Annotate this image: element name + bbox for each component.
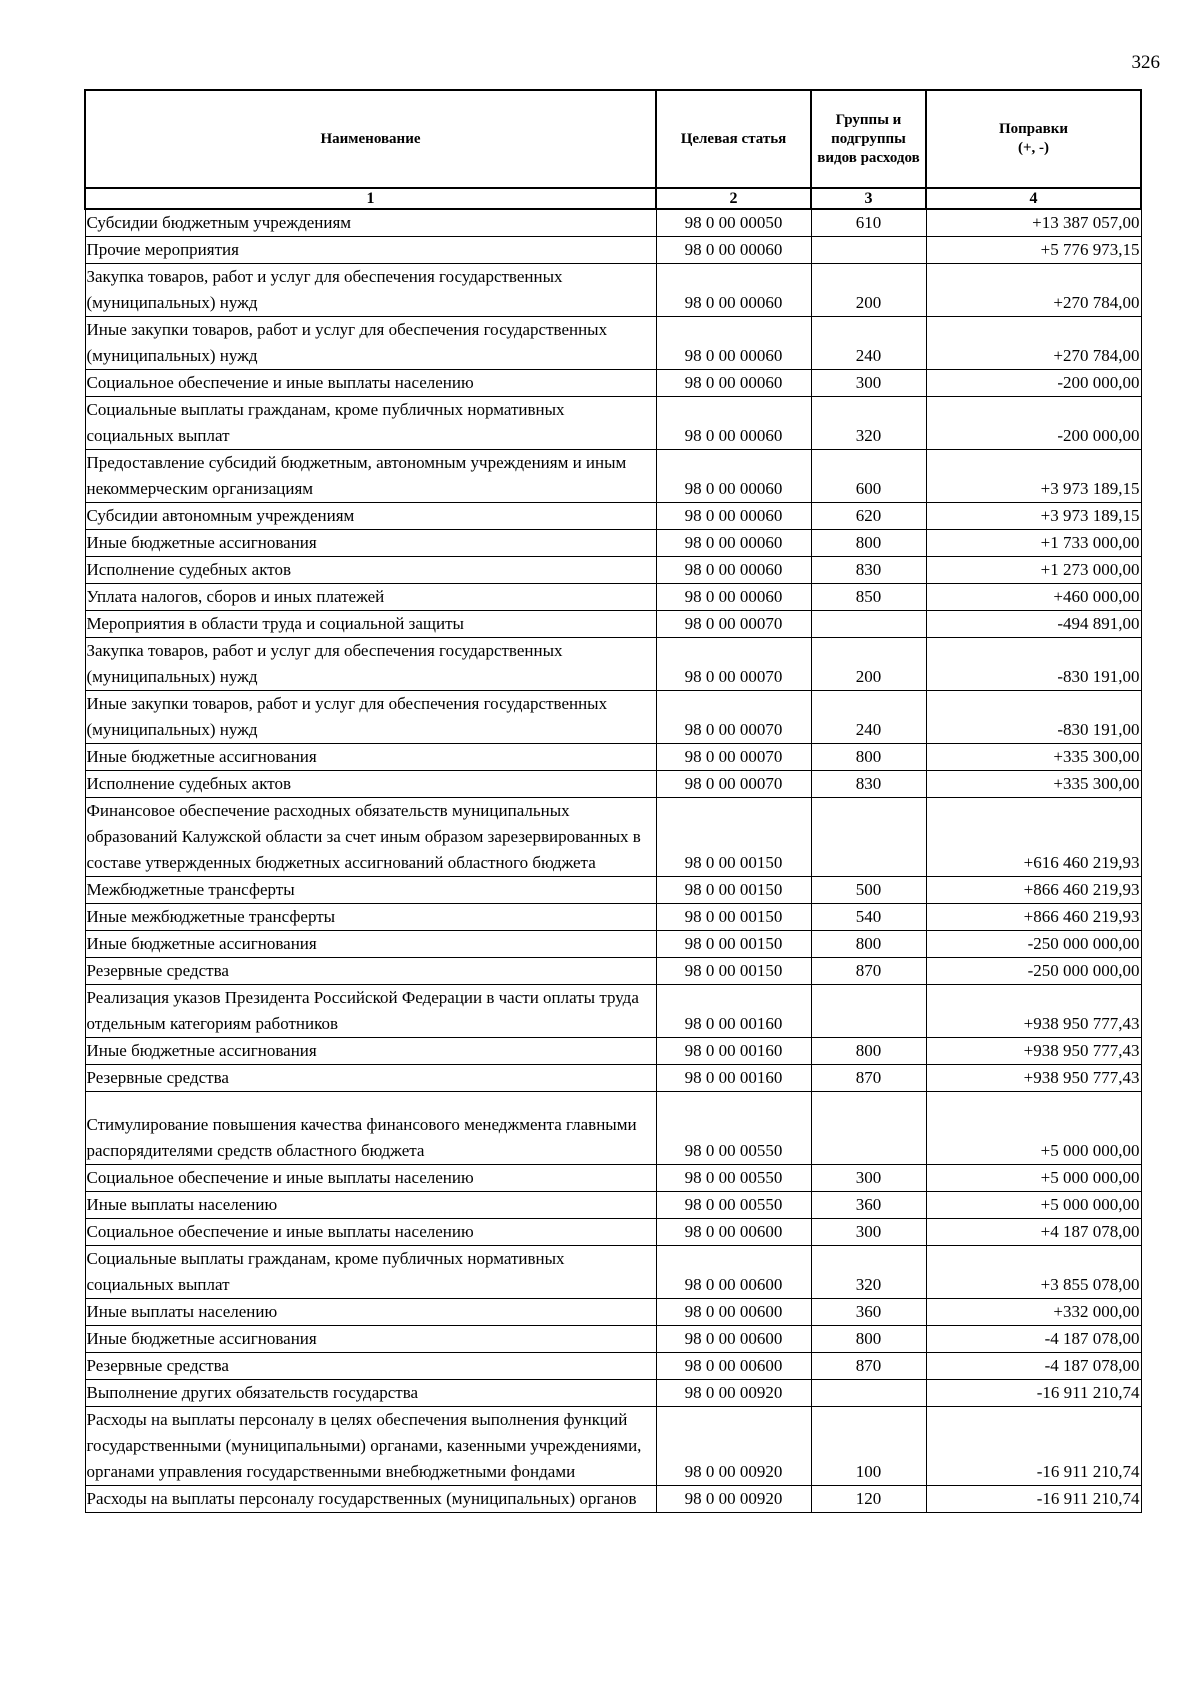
row-name: Исполнение судебных актов bbox=[85, 557, 656, 584]
row-name: Выполнение других обязательств государства bbox=[85, 1380, 656, 1407]
row-amount: +270 784,00 bbox=[926, 317, 1141, 370]
row-code: 98 0 00 00600 bbox=[656, 1299, 811, 1326]
row-name: Расходы на выплаты персоналу в целях обеспечения выполнения функций государственными (муниципальными) органами, казенными учреждениями, органами управления государственными внебюджетными фондами bbox=[85, 1407, 656, 1486]
table-row bbox=[85, 397, 1141, 450]
row-code: 98 0 00 00150 bbox=[656, 958, 811, 985]
row-name: Реализация указов Президента Российской Федерации в части оплаты труда отдельным категориям работников bbox=[85, 985, 656, 1038]
table-row bbox=[85, 557, 1141, 584]
row-name: Закупка товаров, работ и услуг для обеспечения государственных (муниципальных) нужд bbox=[85, 264, 656, 317]
row-group bbox=[811, 611, 926, 638]
row-code: 98 0 00 00070 bbox=[656, 771, 811, 798]
budget-table bbox=[84, 89, 1142, 1513]
row-name: Социальное обеспечение и иные выплаты населению bbox=[85, 1165, 656, 1192]
row-group: 800 bbox=[811, 1326, 926, 1353]
row-name: Субсидии автономным учреждениям bbox=[85, 503, 656, 530]
row-name: Резервные средства bbox=[85, 1065, 656, 1092]
table-row bbox=[85, 1065, 1141, 1092]
row-name: Резервные средства bbox=[85, 958, 656, 985]
row-code: 98 0 00 00150 bbox=[656, 798, 811, 877]
row-group: 870 bbox=[811, 958, 926, 985]
table-row bbox=[85, 1326, 1141, 1353]
table-row bbox=[85, 1165, 1141, 1192]
row-name: Уплата налогов, сборов и иных платежей bbox=[85, 584, 656, 611]
row-name: Социальное обеспечение и иные выплаты населению bbox=[85, 1219, 656, 1246]
row-name: Иные закупки товаров, работ и услуг для обеспечения государственных (муниципальных) нужд bbox=[85, 691, 656, 744]
row-name: Иные выплаты населению bbox=[85, 1192, 656, 1219]
header-group: Группы и подгруппы видов расходов bbox=[811, 90, 926, 188]
row-group: 870 bbox=[811, 1065, 926, 1092]
table-row bbox=[85, 1192, 1141, 1219]
row-code: 98 0 00 00070 bbox=[656, 611, 811, 638]
row-code: 98 0 00 00150 bbox=[656, 877, 811, 904]
table-row bbox=[85, 1299, 1141, 1326]
row-code: 98 0 00 00550 bbox=[656, 1192, 811, 1219]
row-amount: +1 733 000,00 bbox=[926, 530, 1141, 557]
row-group: 300 bbox=[811, 1165, 926, 1192]
row-name: Мероприятия в области труда и социальной защиты bbox=[85, 611, 656, 638]
table-row bbox=[85, 1038, 1141, 1065]
column-number-4: 4 bbox=[926, 188, 1141, 209]
row-code: 98 0 00 00060 bbox=[656, 370, 811, 397]
row-group bbox=[811, 985, 926, 1038]
row-name: Расходы на выплаты персоналу государственных (муниципальных) органов bbox=[85, 1486, 656, 1513]
row-amount: -200 000,00 bbox=[926, 397, 1141, 450]
row-amount: +5 776 973,15 bbox=[926, 237, 1141, 264]
row-amount: -16 911 210,74 bbox=[926, 1407, 1141, 1486]
table-row bbox=[85, 985, 1141, 1038]
row-amount: -200 000,00 bbox=[926, 370, 1141, 397]
row-group: 320 bbox=[811, 397, 926, 450]
table-row bbox=[85, 691, 1141, 744]
row-code: 98 0 00 00150 bbox=[656, 904, 811, 931]
row-code: 98 0 00 00160 bbox=[656, 985, 811, 1038]
table-row bbox=[85, 771, 1141, 798]
row-amount: -16 911 210,74 bbox=[926, 1486, 1141, 1513]
row-code: 98 0 00 00050 bbox=[656, 209, 811, 237]
row-name: Социальные выплаты гражданам, кроме публичных нормативных социальных выплат bbox=[85, 397, 656, 450]
table-row bbox=[85, 237, 1141, 264]
row-name: Иные бюджетные ассигнования bbox=[85, 744, 656, 771]
table-row bbox=[85, 611, 1141, 638]
row-name: Иные межбюджетные трансферты bbox=[85, 904, 656, 931]
row-group: 850 bbox=[811, 584, 926, 611]
row-group: 870 bbox=[811, 1353, 926, 1380]
row-name: Межбюджетные трансферты bbox=[85, 877, 656, 904]
row-amount: -4 187 078,00 bbox=[926, 1353, 1141, 1380]
row-code: 98 0 00 00920 bbox=[656, 1486, 811, 1513]
row-code: 98 0 00 00920 bbox=[656, 1407, 811, 1486]
row-code: 98 0 00 00070 bbox=[656, 744, 811, 771]
row-code: 98 0 00 00060 bbox=[656, 557, 811, 584]
row-group bbox=[811, 237, 926, 264]
row-name: Финансовое обеспечение расходных обязательств муниципальных образований Калужской области за счет иным образом зарезервированных в составе утвержденных бюджетных ассигнований областного бюджета bbox=[85, 798, 656, 877]
header-amount bbox=[926, 90, 1141, 188]
row-group: 800 bbox=[811, 744, 926, 771]
row-code: 98 0 00 00070 bbox=[656, 638, 811, 691]
row-code: 98 0 00 00060 bbox=[656, 264, 811, 317]
row-amount: +5 000 000,00 bbox=[926, 1192, 1141, 1219]
row-name: Предоставление субсидий бюджетным, автономным учреждениям и иным некоммерческим организациям bbox=[85, 450, 656, 503]
row-group bbox=[811, 798, 926, 877]
row-name: Иные выплаты населению bbox=[85, 1299, 656, 1326]
row-name: Иные бюджетные ассигнования bbox=[85, 530, 656, 557]
row-group: 120 bbox=[811, 1486, 926, 1513]
row-code: 98 0 00 00060 bbox=[656, 317, 811, 370]
table-row bbox=[85, 503, 1141, 530]
row-amount: +866 460 219,93 bbox=[926, 877, 1141, 904]
table-row bbox=[85, 584, 1141, 611]
column-number-3: 3 bbox=[811, 188, 926, 209]
row-group: 800 bbox=[811, 530, 926, 557]
row-amount: +335 300,00 bbox=[926, 744, 1141, 771]
row-amount: +13 387 057,00 bbox=[926, 209, 1141, 237]
row-code: 98 0 00 00060 bbox=[656, 503, 811, 530]
row-amount: -250 000 000,00 bbox=[926, 958, 1141, 985]
row-name: Иные бюджетные ассигнования bbox=[85, 1038, 656, 1065]
row-amount: +938 950 777,43 bbox=[926, 985, 1141, 1038]
table-row bbox=[85, 317, 1141, 370]
row-name: Иные бюджетные ассигнования bbox=[85, 931, 656, 958]
table-row bbox=[85, 1246, 1141, 1299]
table-row bbox=[85, 958, 1141, 985]
row-amount: +4 187 078,00 bbox=[926, 1219, 1141, 1246]
row-name: Иные бюджетные ассигнования bbox=[85, 1326, 656, 1353]
header-amount-sign: (+, -) bbox=[1017, 140, 1050, 156]
page-number: 326 bbox=[1131, 52, 1160, 73]
row-name: Закупка товаров, работ и услуг для обеспечения государственных (муниципальных) нужд bbox=[85, 638, 656, 691]
row-amount: +5 000 000,00 bbox=[926, 1092, 1141, 1165]
row-amount: -250 000 000,00 bbox=[926, 931, 1141, 958]
row-code: 98 0 00 00160 bbox=[656, 1038, 811, 1065]
row-amount: +938 950 777,43 bbox=[926, 1038, 1141, 1065]
row-code: 98 0 00 00920 bbox=[656, 1380, 811, 1407]
table-row bbox=[85, 1092, 1141, 1165]
row-name: Социальные выплаты гражданам, кроме публичных нормативных социальных выплат bbox=[85, 1246, 656, 1299]
table-row bbox=[85, 1353, 1141, 1380]
table-row bbox=[85, 798, 1141, 877]
row-group: 620 bbox=[811, 503, 926, 530]
row-group: 320 bbox=[811, 1246, 926, 1299]
row-code: 98 0 00 00150 bbox=[656, 931, 811, 958]
row-amount: +616 460 219,93 bbox=[926, 798, 1141, 877]
table-row bbox=[85, 209, 1141, 237]
row-amount: +460 000,00 bbox=[926, 584, 1141, 611]
row-group: 610 bbox=[811, 209, 926, 237]
row-code: 98 0 00 00060 bbox=[656, 237, 811, 264]
row-group bbox=[811, 1092, 926, 1165]
table-row bbox=[85, 638, 1141, 691]
row-name: Резервные средства bbox=[85, 1353, 656, 1380]
row-name: Иные закупки товаров, работ и услуг для обеспечения государственных (муниципальных) нужд bbox=[85, 317, 656, 370]
row-code: 98 0 00 00060 bbox=[656, 397, 811, 450]
row-code: 98 0 00 00600 bbox=[656, 1219, 811, 1246]
row-group: 800 bbox=[811, 931, 926, 958]
row-group: 240 bbox=[811, 691, 926, 744]
row-amount: +332 000,00 bbox=[926, 1299, 1141, 1326]
row-code: 98 0 00 00600 bbox=[656, 1353, 811, 1380]
row-code: 98 0 00 00550 bbox=[656, 1165, 811, 1192]
row-name: Социальное обеспечение и иные выплаты населению bbox=[85, 370, 656, 397]
row-code: 98 0 00 00070 bbox=[656, 691, 811, 744]
row-group: 100 bbox=[811, 1407, 926, 1486]
row-code: 98 0 00 00550 bbox=[656, 1092, 811, 1165]
row-code: 98 0 00 00600 bbox=[656, 1326, 811, 1353]
row-group: 360 bbox=[811, 1299, 926, 1326]
header-amount-title: Поправки bbox=[998, 121, 1069, 137]
row-amount: -830 191,00 bbox=[926, 691, 1141, 744]
row-amount: +1 273 000,00 bbox=[926, 557, 1141, 584]
table-row bbox=[85, 1380, 1141, 1407]
row-name: Прочие мероприятия bbox=[85, 237, 656, 264]
table-body bbox=[85, 209, 1141, 1513]
row-amount: +866 460 219,93 bbox=[926, 904, 1141, 931]
row-group: 300 bbox=[811, 1219, 926, 1246]
table-row bbox=[85, 264, 1141, 317]
row-amount: +938 950 777,43 bbox=[926, 1065, 1141, 1092]
row-group: 300 bbox=[811, 370, 926, 397]
table-row bbox=[85, 450, 1141, 503]
row-code: 98 0 00 00060 bbox=[656, 530, 811, 557]
table-row bbox=[85, 1486, 1141, 1513]
table-row bbox=[85, 370, 1141, 397]
row-group: 830 bbox=[811, 771, 926, 798]
table-row bbox=[85, 744, 1141, 771]
table-row bbox=[85, 530, 1141, 557]
row-group: 200 bbox=[811, 264, 926, 317]
row-group: 200 bbox=[811, 638, 926, 691]
header-row bbox=[85, 90, 1141, 188]
row-group: 830 bbox=[811, 557, 926, 584]
row-group bbox=[811, 1380, 926, 1407]
column-number-1: 1 bbox=[85, 188, 656, 209]
row-amount: +5 000 000,00 bbox=[926, 1165, 1141, 1192]
row-code: 98 0 00 00060 bbox=[656, 584, 811, 611]
row-amount: +270 784,00 bbox=[926, 264, 1141, 317]
column-number-row bbox=[85, 188, 1141, 209]
table-row bbox=[85, 931, 1141, 958]
row-group: 540 bbox=[811, 904, 926, 931]
header-code: Целевая статья bbox=[656, 90, 811, 188]
row-group: 600 bbox=[811, 450, 926, 503]
row-amount: -830 191,00 bbox=[926, 638, 1141, 691]
table-row bbox=[85, 1407, 1141, 1486]
row-code: 98 0 00 00060 bbox=[656, 450, 811, 503]
row-name: Исполнение судебных актов bbox=[85, 771, 656, 798]
table-row bbox=[85, 1219, 1141, 1246]
row-amount: -16 911 210,74 bbox=[926, 1380, 1141, 1407]
row-amount: +335 300,00 bbox=[926, 771, 1141, 798]
header-name: Наименование bbox=[85, 90, 656, 188]
column-number-2: 2 bbox=[656, 188, 811, 209]
row-amount: +3 973 189,15 bbox=[926, 503, 1141, 530]
row-group: 360 bbox=[811, 1192, 926, 1219]
row-group: 800 bbox=[811, 1038, 926, 1065]
row-amount: +3 973 189,15 bbox=[926, 450, 1141, 503]
row-group: 240 bbox=[811, 317, 926, 370]
table-row bbox=[85, 904, 1141, 931]
row-amount: +3 855 078,00 bbox=[926, 1246, 1141, 1299]
row-name: Субсидии бюджетным учреждениям bbox=[85, 209, 656, 237]
row-code: 98 0 00 00600 bbox=[656, 1246, 811, 1299]
row-code: 98 0 00 00160 bbox=[656, 1065, 811, 1092]
row-name: Стимулирование повышения качества финансового менеджмента главными распорядителями средств областного бюджета bbox=[85, 1092, 656, 1165]
row-group: 500 bbox=[811, 877, 926, 904]
row-amount: -4 187 078,00 bbox=[926, 1326, 1141, 1353]
table-row bbox=[85, 877, 1141, 904]
row-amount: -494 891,00 bbox=[926, 611, 1141, 638]
